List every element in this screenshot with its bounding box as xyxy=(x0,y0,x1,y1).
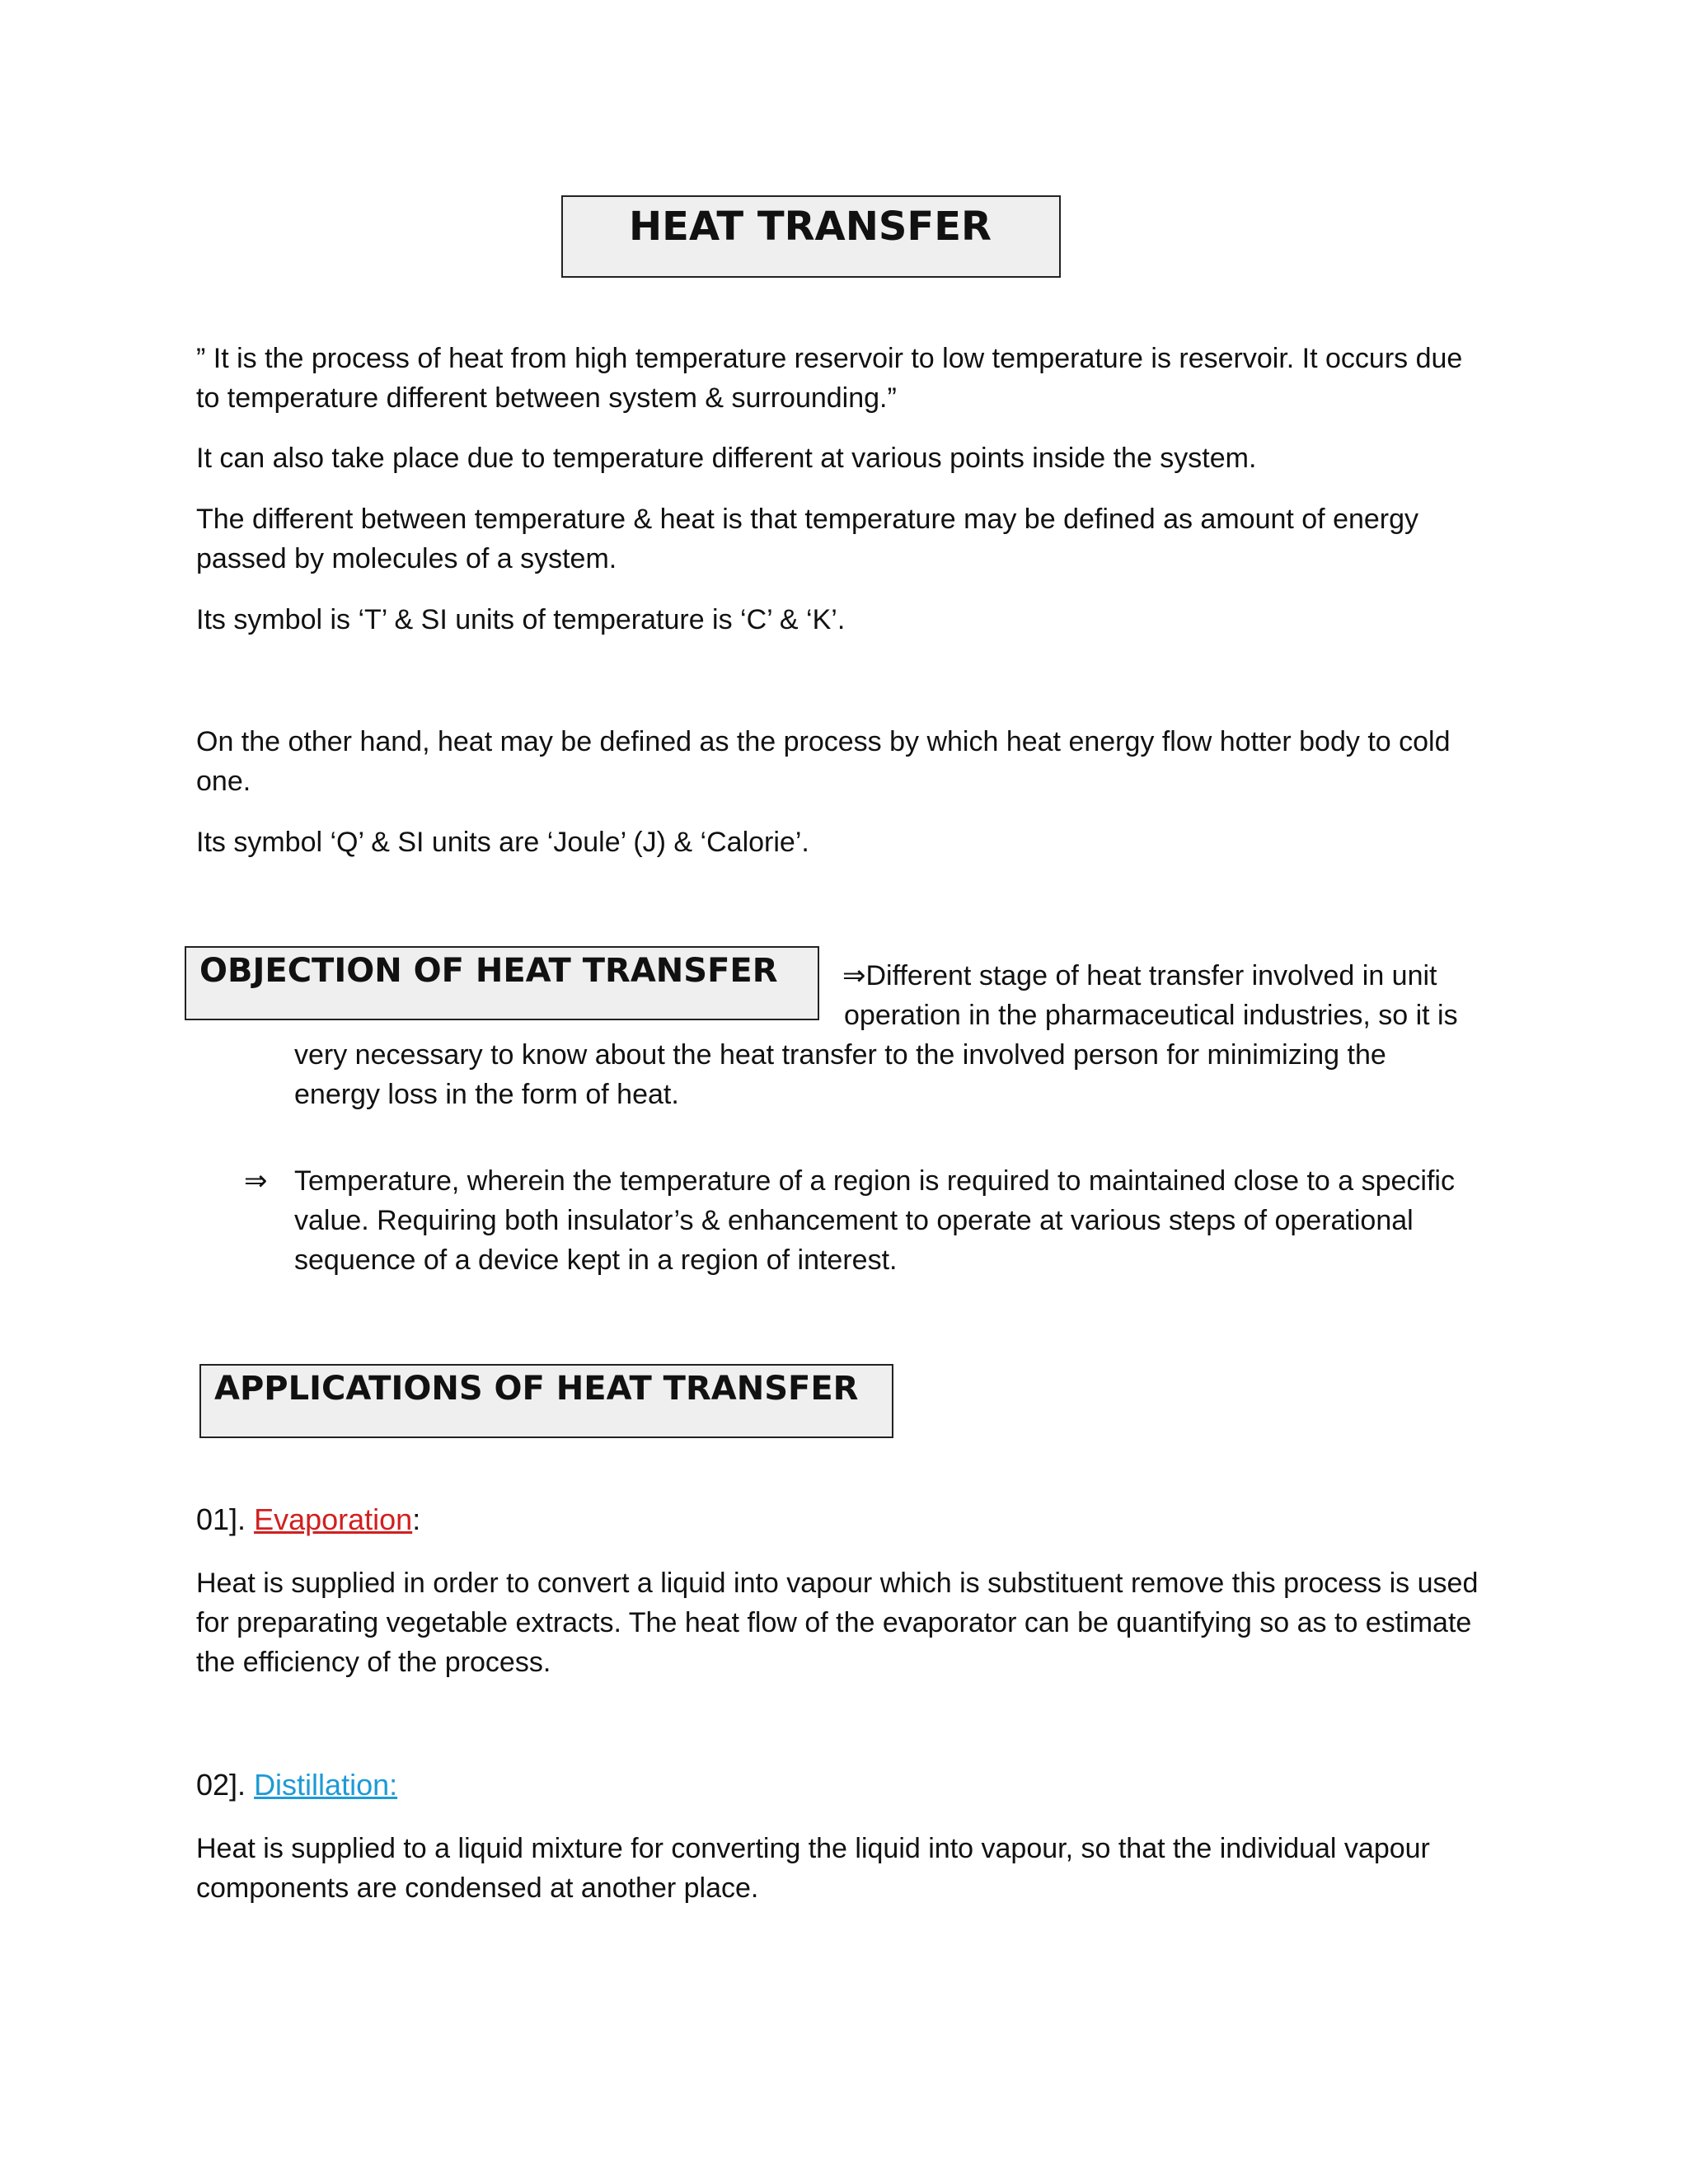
objection-point-line: value. Requiring both insulator’s & enhancement to operate at various steps of operational xyxy=(294,1205,1414,1236)
definition-line: ” It is the process of heat from high temperature reservoir to low temperature is reservoir. It occurs due xyxy=(196,343,1463,374)
application-description-line: Heat is supplied in order to convert a liquid into vapour which is substituent remove this process is used xyxy=(196,1568,1479,1599)
heat-symbol: Its symbol ‘Q’ & SI units are ‘Joule’ (J) & ‘Calorie’. xyxy=(196,827,809,858)
objection-point-text: Different stage of heat transfer involved in unit xyxy=(865,960,1437,991)
application-number: 02]. xyxy=(196,1768,246,1802)
application-number: 01]. xyxy=(196,1502,246,1536)
application-description-line: components are condensed at another place. xyxy=(196,1872,759,1904)
also-paragraph: It can also take place due to temperature different at various points inside the system. xyxy=(196,443,1257,474)
application-description-line: the efficiency of the process. xyxy=(196,1647,551,1678)
application-colon: : xyxy=(412,1502,421,1536)
objection-point-line: operation in the pharmaceutical industries, so it is xyxy=(844,1000,1458,1031)
right-arrow-icon: ⇒ xyxy=(244,1165,268,1197)
title-box xyxy=(561,195,1061,278)
objection-heading-box xyxy=(185,946,819,1020)
distillation-link[interactable]: Distillation: xyxy=(254,1768,398,1802)
objection-point-line: sequence of a device kept in a region of interest. xyxy=(294,1244,898,1276)
heat-definition-line: On the other hand, heat may be defined as the process by which heat energy flow hotter body to cold xyxy=(196,726,1451,757)
difference-line: The different between temperature & heat is that temperature may be defined as amount of energy xyxy=(196,504,1419,535)
application-title xyxy=(196,1500,420,1540)
page-title: HEAT TRANSFER xyxy=(629,204,992,250)
right-arrow-icon: ⇒ xyxy=(842,959,866,992)
application-description-line: Heat is supplied to a liquid mixture for converting the liquid into vapour, so that the individual vapour xyxy=(196,1833,1430,1864)
heat-definition-line: one. xyxy=(196,766,251,797)
temperature-symbol: Its symbol is ‘T’ & SI units of temperature is ‘C’ & ‘K’. xyxy=(196,604,846,635)
application-description-line: for preparating vegetable extracts. The heat flow of the evaporator can be quantifying so as to estimate xyxy=(196,1607,1472,1638)
objection-point-line: Temperature, wherein the temperature of a region is required to maintained close to a specific xyxy=(294,1165,1455,1197)
objection-point-line xyxy=(842,956,1437,996)
objection-point-line: very necessary to know about the heat transfer to the involved person for minimizing the xyxy=(294,1039,1386,1071)
application-title xyxy=(196,1765,397,1805)
evaporation-link[interactable]: Evaporation xyxy=(254,1502,413,1536)
definition-line: to temperature different between system & surrounding.” xyxy=(196,382,897,414)
objection-heading: OBJECTION OF HEAT TRANSFER xyxy=(199,952,778,990)
applications-heading: APPLICATIONS OF HEAT TRANSFER xyxy=(214,1370,859,1408)
difference-line: passed by molecules of a system. xyxy=(196,543,617,574)
applications-heading-box xyxy=(199,1364,893,1438)
objection-point-line: energy loss in the form of heat. xyxy=(294,1079,679,1110)
